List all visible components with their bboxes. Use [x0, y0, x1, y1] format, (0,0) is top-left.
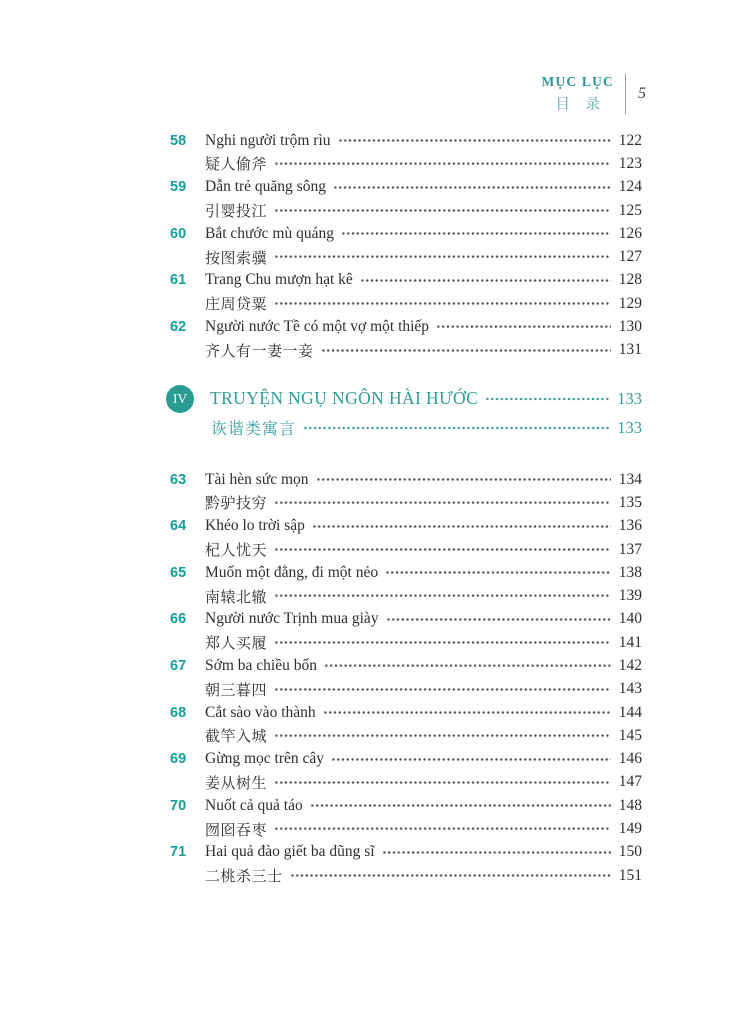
entry-page-number: 136	[618, 517, 642, 535]
entry-title-vietnamese: Nuốt cả quả táo	[205, 796, 303, 814]
entry-title-vietnamese: Người nước Trịnh mua giày	[205, 610, 379, 628]
section-numeral-badge	[166, 385, 194, 413]
toc-row-vi	[170, 561, 642, 584]
entry-title-vietnamese: Hai quả đào giết ba dũng sĩ	[205, 843, 375, 861]
toc-row-zh	[170, 292, 642, 315]
dot-leader	[324, 654, 611, 677]
entry-title-chinese: 截竿入城	[205, 729, 268, 746]
toc-row-zh	[170, 538, 642, 561]
dot-leader	[321, 339, 611, 362]
entry-title-vietnamese: Dẫn trẻ quăng sông	[205, 178, 326, 196]
entry-page-number: 147	[618, 773, 642, 791]
entry-title-vietnamese: Khéo lo trời sập	[205, 517, 305, 535]
entry-page-number: 131	[618, 341, 642, 359]
entry-title-chinese: 疑人偷斧	[205, 157, 268, 174]
section-heading-row	[170, 383, 642, 415]
entry-title-vietnamese: Muốn một đằng, đi một nẻo	[205, 563, 379, 581]
entry-title-chinese: 郑人买履	[205, 636, 268, 653]
entry-page-number: 138	[618, 563, 642, 581]
dot-leader	[338, 129, 611, 152]
dot-leader	[274, 631, 611, 654]
entry-number: 59	[170, 179, 187, 196]
dot-leader	[274, 491, 611, 514]
toc-row-zh	[170, 817, 642, 840]
toc-row-vi	[170, 515, 642, 538]
dot-leader	[274, 199, 611, 222]
toc-row-vi	[170, 468, 642, 491]
entry-title-vietnamese: Sớm ba chiều bốn	[205, 656, 317, 674]
entry-title-chinese: 朝三暮四	[205, 682, 268, 699]
toc-row-vi	[170, 748, 642, 771]
toc-row-vi	[170, 129, 642, 152]
section-page-number: 133	[617, 388, 642, 408]
toc-row-zh	[170, 199, 642, 222]
toc-row-zh	[170, 584, 642, 607]
entry-page-number: 129	[618, 294, 642, 312]
toc-row-zh	[170, 771, 642, 794]
toc-row-zh	[170, 678, 642, 701]
entry-number: 61	[170, 272, 187, 289]
entry-page-number: 122	[618, 131, 642, 149]
toc-row-vi	[170, 841, 642, 864]
entry-page-number: 139	[618, 587, 642, 605]
header-title-chinese: 目 录	[555, 97, 607, 113]
entry-page-number: 123	[618, 154, 642, 172]
dot-leader	[485, 383, 611, 415]
dot-leader	[290, 864, 611, 887]
toc-row-vi	[170, 608, 642, 631]
entry-page-number: 130	[618, 318, 642, 336]
toc-row-vi	[170, 315, 642, 338]
entry-number: 60	[170, 225, 187, 242]
table-of-contents	[170, 129, 642, 887]
section-subheading-row	[211, 415, 642, 441]
toc-group-2	[170, 468, 642, 887]
entry-page-number: 141	[618, 633, 642, 651]
entry-title-chinese: 二桃杀三士	[205, 869, 283, 886]
dot-leader	[274, 152, 611, 175]
entry-title-chinese: 引婴投江	[205, 204, 268, 221]
entry-page-number: 148	[618, 796, 642, 814]
entry-page-number: 128	[618, 271, 642, 289]
dot-leader	[316, 468, 611, 491]
entry-title-vietnamese: Bắt chước mù quáng	[205, 224, 334, 242]
section-title-vietnamese: TRUYỆN NGỤ NGÔN HÀI HƯỚC	[210, 388, 479, 409]
entry-title-vietnamese: Người nước Tề có một vợ một thiếp	[205, 318, 430, 336]
entry-title-chinese: 杞人忧天	[205, 543, 268, 559]
section-page-number: 133	[617, 417, 642, 437]
toc-row-zh	[170, 491, 642, 514]
toc-row-zh	[170, 724, 642, 747]
entry-page-number: 142	[618, 656, 642, 674]
entry-page-number: 151	[618, 866, 642, 884]
dot-leader	[385, 561, 611, 584]
entry-page-number: 140	[618, 610, 642, 628]
entry-page-number: 125	[618, 201, 642, 219]
entry-page-number: 134	[618, 470, 642, 488]
toc-row-vi	[170, 701, 642, 724]
dot-leader	[274, 538, 611, 561]
dot-leader	[303, 415, 611, 441]
entry-title-vietnamese: Trang Chu mượn hạt kê	[205, 271, 353, 289]
toc-row-vi	[170, 222, 642, 245]
dot-leader	[312, 515, 611, 538]
dot-leader	[323, 701, 611, 724]
running-header	[541, 74, 646, 114]
header-divider	[625, 74, 626, 114]
entry-number: 63	[170, 471, 187, 488]
toc-row-vi	[170, 269, 642, 292]
toc-row-zh	[170, 245, 642, 268]
entry-title-vietnamese: Tài hèn sức mọn	[205, 470, 309, 488]
toc-row-vi	[170, 794, 642, 817]
header-titles	[541, 74, 614, 114]
entry-number: 70	[170, 797, 187, 814]
entry-title-chinese: 庄周贷粟	[205, 297, 268, 314]
dot-leader	[331, 748, 611, 771]
entry-number: 71	[170, 844, 187, 861]
header-title-vietnamese: MỤC LỤC	[541, 74, 614, 89]
entry-page-number: 149	[618, 820, 642, 838]
section-numeral: IV	[172, 390, 188, 406]
entry-number: 67	[170, 657, 187, 674]
entry-page-number: 135	[618, 493, 642, 511]
dot-leader	[310, 794, 611, 817]
entry-title-vietnamese: Nghi người trộm rìu	[205, 131, 331, 149]
entry-title-chinese: 囫囵吞枣	[205, 822, 268, 839]
entry-page-number: 137	[618, 540, 642, 558]
dot-leader	[386, 608, 611, 631]
dot-leader	[382, 841, 611, 864]
entry-title-chinese: 南辕北辙	[205, 589, 268, 606]
entry-title-chinese: 齐人有一妻一妾	[205, 343, 314, 360]
entry-number: 58	[170, 132, 187, 149]
entry-number: 64	[170, 518, 187, 535]
dot-leader	[274, 678, 611, 701]
entry-page-number: 126	[618, 224, 642, 242]
entry-number: 65	[170, 564, 187, 581]
entry-title-vietnamese: Cắt sào vào thành	[205, 703, 316, 721]
dot-leader	[436, 315, 611, 338]
entry-page-number: 143	[618, 680, 642, 698]
entry-page-number: 144	[618, 703, 642, 721]
dot-leader	[274, 817, 611, 840]
toc-row-zh	[170, 864, 642, 887]
entry-number: 66	[170, 611, 187, 628]
toc-row-zh	[170, 631, 642, 654]
dot-leader	[274, 584, 611, 607]
entry-title-chinese: 黔驴技穷	[205, 496, 268, 513]
entry-number: 68	[170, 704, 187, 721]
entry-title-chinese: 姜从树生	[205, 775, 268, 792]
dot-leader	[360, 269, 611, 292]
dot-leader	[274, 292, 611, 315]
toc-row-vi	[170, 176, 642, 199]
entry-page-number: 146	[618, 750, 642, 768]
toc-group-1	[170, 129, 642, 362]
dot-leader	[341, 222, 611, 245]
entry-page-number: 150	[618, 843, 642, 861]
toc-row-vi	[170, 654, 642, 677]
toc-row-zh	[170, 152, 642, 175]
entry-title-chinese: 按图索骥	[205, 250, 268, 267]
entry-page-number: 124	[618, 178, 642, 196]
dot-leader	[274, 724, 611, 747]
dot-leader	[333, 176, 611, 199]
entry-page-number: 145	[618, 726, 642, 744]
toc-row-zh	[170, 339, 642, 362]
entry-page-number: 127	[618, 248, 642, 266]
dot-leader	[274, 771, 611, 794]
section-title-chinese: 诙谐类寓言	[211, 421, 297, 439]
entry-number: 62	[170, 319, 187, 336]
dot-leader	[274, 245, 611, 268]
entry-title-vietnamese: Gừng mọc trên cây	[205, 750, 325, 768]
current-page-number: 5	[638, 85, 646, 102]
entry-number: 69	[170, 751, 187, 768]
